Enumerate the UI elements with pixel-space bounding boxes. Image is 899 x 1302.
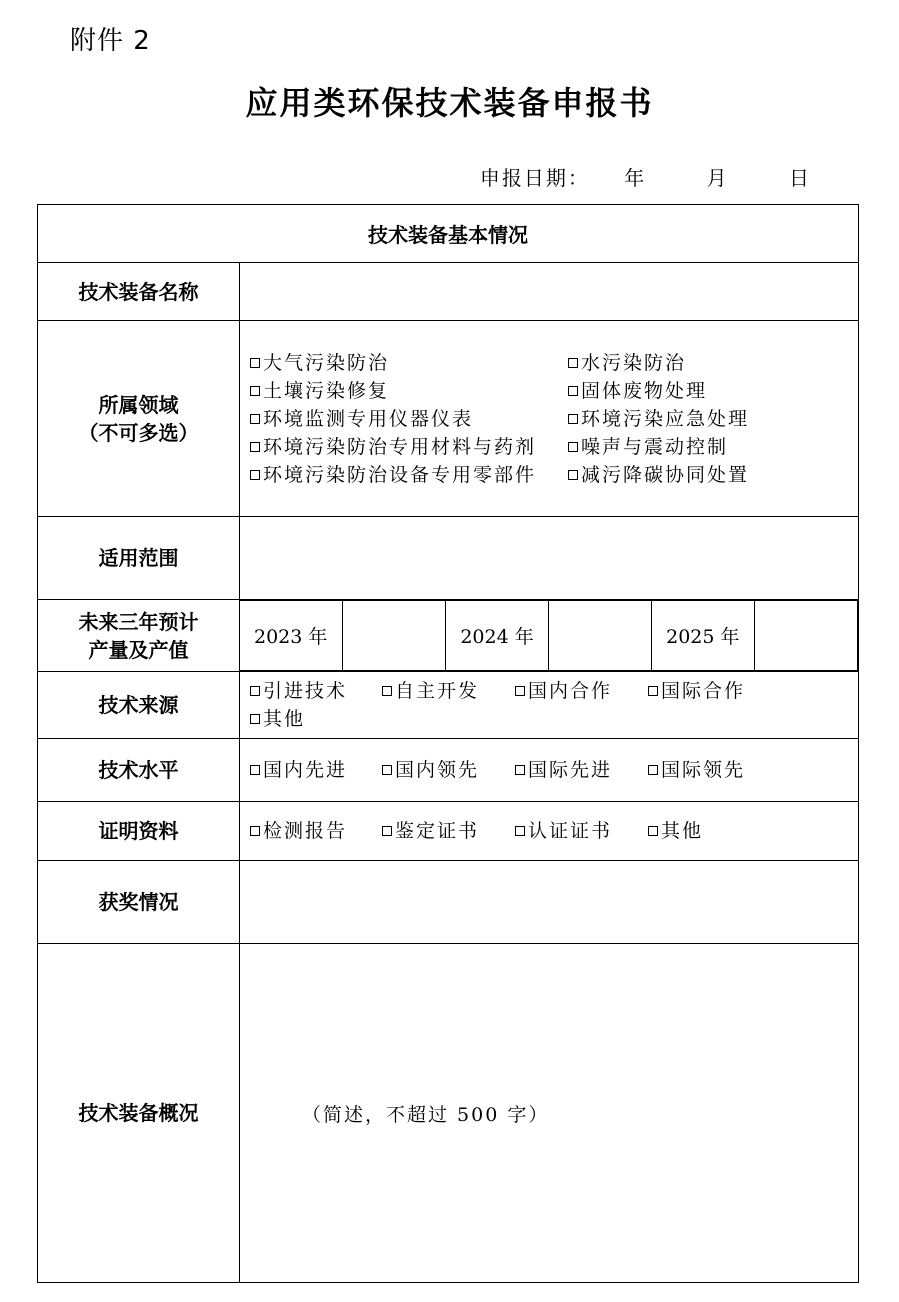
checkbox-icon[interactable] <box>568 358 578 368</box>
level-label: 技术水平 <box>38 739 240 802</box>
checkbox-option[interactable]: 认证证书 <box>515 817 648 845</box>
checkbox-icon[interactable] <box>250 358 260 368</box>
checkbox-icon[interactable] <box>648 765 658 775</box>
checkbox-icon[interactable] <box>568 386 578 396</box>
checkbox-icon[interactable] <box>250 414 260 424</box>
checkbox-option[interactable]: 土壤污染修复 <box>250 377 568 405</box>
checkbox-icon[interactable] <box>250 686 260 696</box>
overview-note[interactable]: （简述，不超过 500 字） <box>240 944 859 1283</box>
date-label: 申报日期： <box>479 166 590 190</box>
application-form-table <box>37 204 859 1283</box>
checkbox-option[interactable]: 检测报告 <box>250 817 382 845</box>
forecast-label-line2: 产量及产值 <box>88 637 189 662</box>
checkbox-icon[interactable] <box>568 470 578 480</box>
forecast-label-line1: 未来三年预计 <box>78 609 199 634</box>
checkbox-icon[interactable] <box>515 826 525 836</box>
checkbox-icon[interactable] <box>382 686 392 696</box>
checkbox-option[interactable]: 环境污染应急处理 <box>568 405 858 433</box>
proof-options-cell <box>240 802 859 861</box>
source-label: 技术来源 <box>38 672 240 739</box>
page-title: 应用类环保技术装备申报书 <box>245 84 654 122</box>
date-day: 日 <box>789 166 811 190</box>
checkbox-icon[interactable] <box>250 826 260 836</box>
checkbox-icon[interactable] <box>250 442 260 452</box>
field-options-cell <box>240 321 859 517</box>
checkbox-option[interactable]: 国内合作 <box>515 677 648 705</box>
field-label-line1: 所属领域 <box>98 392 179 417</box>
checkbox-option[interactable]: 引进技术 <box>250 677 382 705</box>
checkbox-option[interactable]: 大气污染防治 <box>250 349 568 377</box>
checkbox-option[interactable]: 水污染防治 <box>568 349 858 377</box>
checkbox-option[interactable]: 减污降碳协同处置 <box>568 461 858 489</box>
checkbox-icon[interactable] <box>648 686 658 696</box>
checkbox-icon[interactable] <box>648 826 658 836</box>
checkbox-icon[interactable] <box>515 765 525 775</box>
checkbox-option[interactable]: 其他 <box>250 705 858 733</box>
checkbox-icon[interactable] <box>515 686 525 696</box>
checkbox-option[interactable]: 国际合作 <box>648 677 745 705</box>
name-value-cell[interactable] <box>240 263 859 321</box>
checkbox-option[interactable]: 自主开发 <box>382 677 515 705</box>
field-label-line2: （不可多选） <box>78 420 199 445</box>
checkbox-option[interactable]: 固体废物处理 <box>568 377 858 405</box>
forecast-year: 2025 年 <box>652 601 755 671</box>
declaration-date <box>480 162 811 191</box>
checkbox-icon[interactable] <box>250 386 260 396</box>
overview-label: 技术装备概况 <box>38 944 240 1283</box>
checkbox-option[interactable]: 鉴定证书 <box>382 817 515 845</box>
checkbox-option[interactable]: 国际领先 <box>648 756 745 784</box>
forecast-value-cell[interactable] <box>549 601 652 671</box>
name-label: 技术装备名称 <box>38 263 240 321</box>
checkbox-option[interactable]: 国内领先 <box>382 756 515 784</box>
forecast-year: 2024 年 <box>446 601 549 671</box>
checkbox-option[interactable]: 环境监测专用仪器仪表 <box>250 405 568 433</box>
award-label: 获奖情况 <box>38 861 240 944</box>
checkbox-icon[interactable] <box>568 442 578 452</box>
forecast-label <box>38 600 240 672</box>
checkbox-option[interactable]: 噪声与震动控制 <box>568 433 858 461</box>
forecast-year: 2023 年 <box>240 601 343 671</box>
award-value-cell[interactable] <box>240 861 859 944</box>
level-options-cell <box>240 739 859 802</box>
checkbox-icon[interactable] <box>250 470 260 480</box>
checkbox-option[interactable]: 环境污染防治设备专用零部件 <box>250 461 568 489</box>
checkbox-icon[interactable] <box>382 826 392 836</box>
attachment-label: 附件 2 <box>70 26 151 56</box>
checkbox-icon[interactable] <box>250 765 260 775</box>
forecast-value-cell[interactable] <box>755 601 858 671</box>
checkbox-option[interactable]: 国际先进 <box>515 756 648 784</box>
scope-value-cell[interactable] <box>240 517 859 600</box>
checkbox-icon[interactable] <box>250 714 260 724</box>
checkbox-option[interactable]: 其他 <box>648 817 703 845</box>
forecast-value-cell[interactable] <box>343 601 446 671</box>
proof-label: 证明资料 <box>38 802 240 861</box>
checkbox-option[interactable]: 环境污染防治专用材料与药剂 <box>250 433 568 461</box>
date-month: 月 <box>706 166 729 190</box>
forecast-cell <box>240 600 859 672</box>
checkbox-option[interactable]: 国内先进 <box>250 756 382 784</box>
table-header: 技术装备基本情况 <box>38 205 859 263</box>
forecast-grid <box>240 600 858 671</box>
source-options-cell <box>240 672 859 739</box>
field-label <box>38 321 240 517</box>
date-year: 年 <box>624 166 647 190</box>
checkbox-icon[interactable] <box>568 414 578 424</box>
checkbox-icon[interactable] <box>382 765 392 775</box>
scope-label: 适用范围 <box>38 517 240 600</box>
